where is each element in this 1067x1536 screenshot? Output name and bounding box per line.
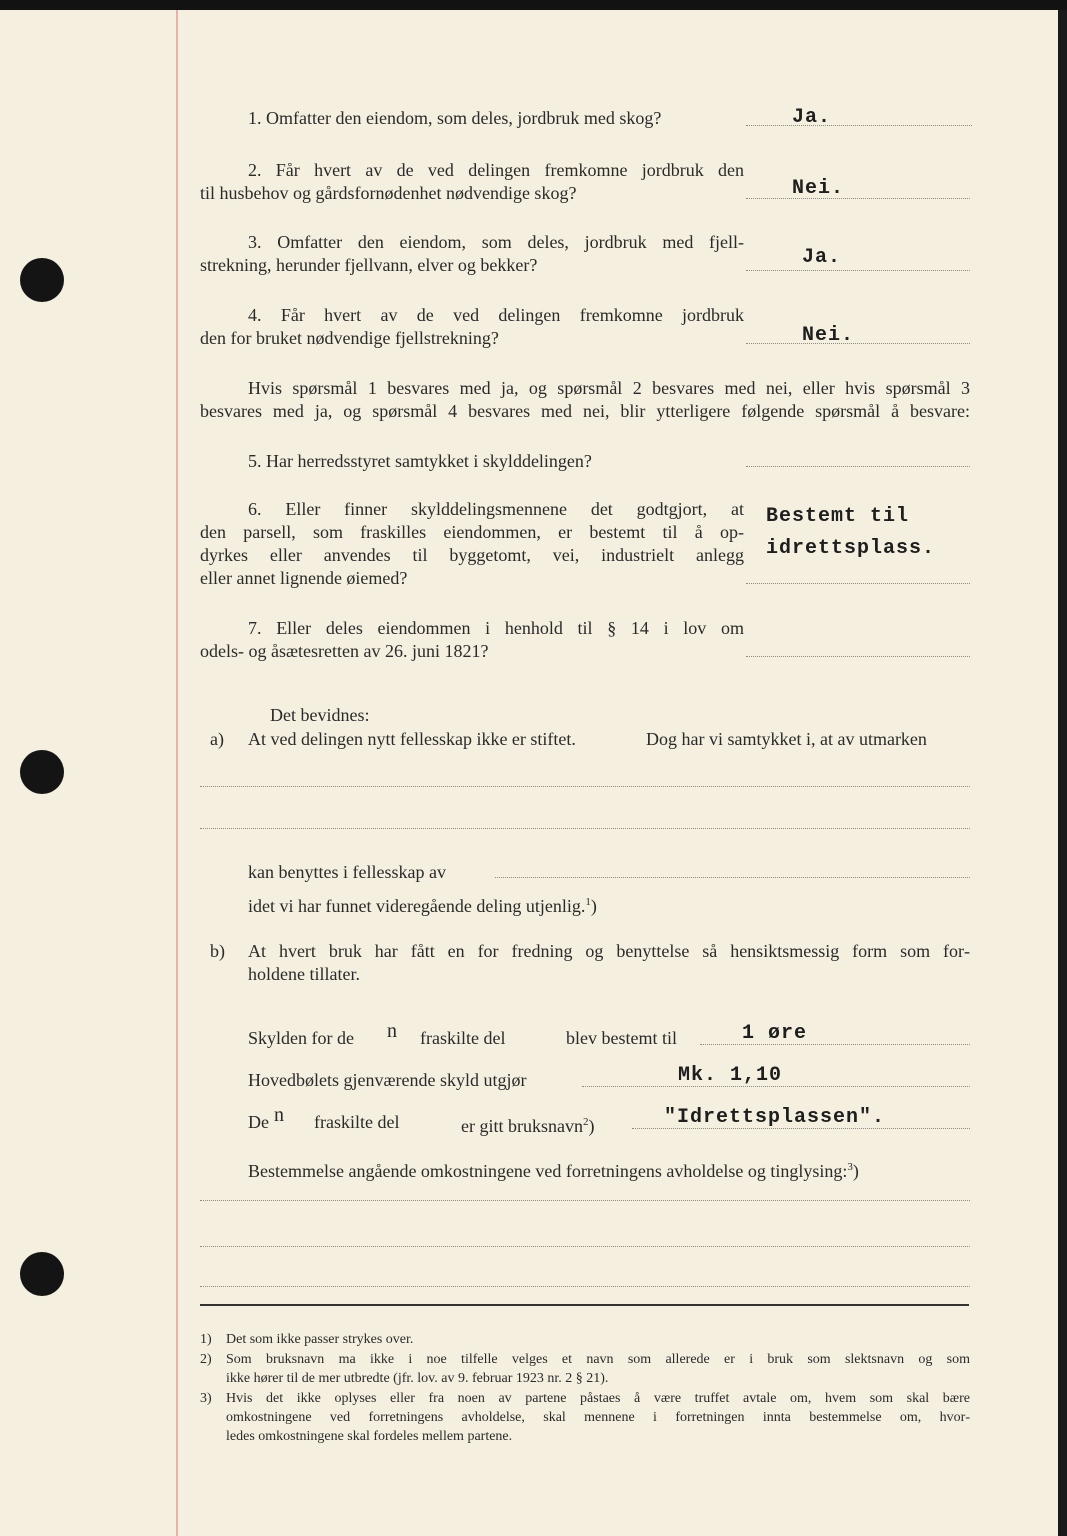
question-6-line-2: den parsell, som fraskilles eiendommen, er bestemt til å op‑ bbox=[200, 522, 744, 542]
skyld-label-c: blev bestemt til bbox=[566, 1028, 677, 1048]
shared-use-line bbox=[495, 877, 970, 878]
footnote-3-mark: 3) bbox=[200, 1391, 212, 1406]
question-4-line-2: den for bruket nødvendige fjellstrekning? bbox=[200, 328, 499, 348]
answer-line-2 bbox=[746, 198, 970, 199]
blank-line-a1 bbox=[200, 786, 970, 787]
costs-line-1 bbox=[200, 1200, 970, 1201]
further-division-note: idet vi har funnet videregående deling utjenlig.$^1$) bbox=[248, 896, 597, 916]
item-a-text: At ved delingen nytt fellesskap ikke er stiftet. bbox=[248, 729, 576, 749]
skyld-line bbox=[700, 1044, 970, 1045]
item-a-handwritten: Dog har vi samtykket i, at av utmarken bbox=[646, 729, 927, 749]
question-7-line-2: odels‑ og åsætesretten av 26. juni 1821? bbox=[200, 641, 489, 661]
answer-4: Nei. bbox=[802, 324, 855, 347]
footnote-1-text: Det som ikke passer strykes over. bbox=[226, 1332, 414, 1347]
question-6-line-3: dyrkes eller anvendes til byggetomt, vei, industrielt anlegg bbox=[200, 545, 744, 565]
answer-line-5 bbox=[746, 466, 970, 467]
question-6-line-1: 6. Eller finner skylddelingsmennene det godtgjort, at bbox=[248, 499, 744, 519]
question-3-line-2: strekning, herunder fjellvann, elver og bekker? bbox=[200, 255, 538, 275]
scan-top-edge bbox=[0, 0, 1067, 10]
main-farm-label: Hovedbølets gjenværende skyld utgjør bbox=[248, 1070, 527, 1090]
name-label-b: fraskilte del bbox=[314, 1112, 400, 1132]
footnote-2-line-1: Som bruksnavn ma ikke i noe tilfelle velges et navn som allerede er i bruk som slektsnavn og som bbox=[226, 1352, 970, 1367]
item-b-label: b) bbox=[210, 941, 225, 961]
answer-6-line-2: idrettsplass. bbox=[766, 537, 936, 560]
name-label-c: er gitt bruksnavn$^2$) bbox=[461, 1116, 595, 1136]
conditional-instruction-line-1: Hvis spørsmål 1 besvares med ja, og spørsmål 2 besvares med nei, eller hvis spørsmål 3 bbox=[248, 378, 970, 398]
question-3-line-1: 3. Omfatter den eiendom, som deles, jordbruk med fjell‑ bbox=[248, 232, 744, 252]
answer-line-6 bbox=[746, 583, 970, 584]
item-a-label: a) bbox=[210, 729, 224, 749]
costs-line-2 bbox=[200, 1246, 970, 1247]
main-farm-value: Mk. 1,10 bbox=[678, 1064, 783, 1087]
costs-line-3 bbox=[200, 1286, 970, 1287]
shared-use-label: kan benyttes i fellesskap av bbox=[248, 862, 446, 882]
answer-3: Ja. bbox=[802, 246, 842, 269]
findings-heading: Det bevidnes: bbox=[270, 705, 370, 725]
item-b-line-2: holdene tillater. bbox=[248, 964, 360, 984]
name-label-a: De bbox=[248, 1112, 269, 1132]
footnote-1-mark: 1) bbox=[200, 1332, 212, 1347]
conditional-instruction-line-2: besvares med ja, og spørsmål 4 besvares med nei, blir ytterligere følgende spørsmål å besvare: bbox=[200, 401, 970, 421]
farm-name-value: "Idrettsplassen". bbox=[664, 1106, 886, 1129]
skyld-value: 1 øre bbox=[742, 1022, 808, 1045]
item-b-line-1: At hvert bruk har fått en for fredning og benyttelse så hensiktsmessig form som for‑ bbox=[248, 941, 970, 961]
answer-line-7 bbox=[746, 656, 970, 657]
footnote-3-line-3: ledes omkostningene skal fordeles mellem partene. bbox=[226, 1429, 513, 1444]
costs-label: Bestemmelse angående omkostningene ved forretningens avholdelse og tinglysing:$^3$) bbox=[248, 1161, 859, 1181]
answer-6-line-1: Bestemt til bbox=[766, 505, 910, 528]
question-4-line-1: 4. Får hvert av de ved delingen fremkomne jordbruk bbox=[248, 305, 744, 325]
answer-1: Ja. bbox=[792, 106, 832, 129]
footnote-rule bbox=[200, 1304, 969, 1306]
skyld-label-a: Skylden for de bbox=[248, 1028, 354, 1048]
answer-line-3 bbox=[746, 270, 970, 271]
footnote-2-line-2: ikke hører til de mer utbredte (jfr. lov. av 9. februar 1923 nr. 2 § 21). bbox=[226, 1371, 609, 1386]
question-2-line-1: 2. Får hvert av de ved delingen fremkomne jordbruk den bbox=[248, 160, 744, 180]
punch-hole-middle bbox=[20, 750, 64, 794]
punch-hole-bottom bbox=[20, 1252, 64, 1296]
form-page bbox=[0, 10, 1058, 1536]
footnote-3-line-1: Hvis det ikke oplyses eller fra noen av partene påstaes å være truffet avtale om, hvem som skal bære bbox=[226, 1391, 970, 1406]
question-5: 5. Har herredsstyret samtykket i skylddelingen? bbox=[248, 451, 592, 471]
margin-rule bbox=[176, 10, 178, 1536]
skyld-handwritten-n: n bbox=[387, 1020, 397, 1042]
answer-2: Nei. bbox=[792, 177, 845, 200]
answer-line-4 bbox=[746, 343, 970, 344]
question-2-line-2: til husbehov og gårdsfornødenhet nødvendige skog? bbox=[200, 183, 577, 203]
answer-line-1 bbox=[746, 125, 972, 126]
name-handwritten-n: n bbox=[274, 1104, 284, 1126]
punch-hole-top bbox=[20, 258, 64, 302]
question-7-line-1: 7. Eller deles eiendommen i henhold til § 14 i lov om bbox=[248, 618, 744, 638]
question-1: 1. Omfatter den eiendom, som deles, jordbruk med skog? bbox=[248, 108, 662, 128]
footnote-3-line-2: omkostningene ved forretningens avholdelse, skal mennene i forretningen innta bestemmelse om, hvor‑ bbox=[226, 1410, 970, 1425]
question-6-line-4: eller annet lignende øiemed? bbox=[200, 568, 408, 588]
skyld-label-b: fraskilte del bbox=[420, 1028, 506, 1048]
footnote-2-mark: 2) bbox=[200, 1352, 212, 1367]
blank-line-a2 bbox=[200, 828, 970, 829]
